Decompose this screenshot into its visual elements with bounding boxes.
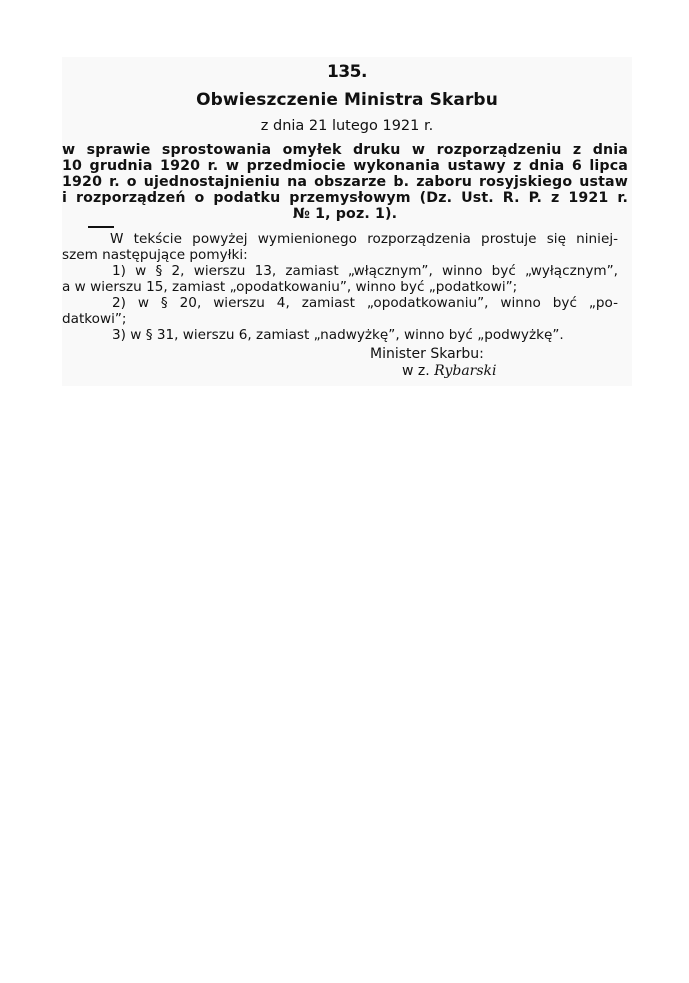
correction-item-3: 3) w § 31, wierszu 6, zamiast „nadwyżkę”, winno być „podwyżkę”.	[112, 327, 564, 343]
correction-item-2: 2) w § 20, wierszu 4, zamiast „opodatkowaniu”, winno być „po-	[112, 295, 618, 311]
document-subject	[62, 142, 628, 222]
subject-line: w sprawie sprostowania omyłek druku w rozporządzeniu z dnia	[62, 142, 628, 158]
document-date: z dnia 21 lutego 1921 r.	[260, 118, 434, 134]
subject-line: i rozporządzeń o podatku przemysłowym (Dz. Ust. R. P. z 1921 r.	[62, 190, 628, 206]
signature	[402, 363, 497, 379]
document-title: Obwieszczenie Ministra Skarbu	[196, 90, 498, 110]
signature-prefix: w z.	[402, 363, 430, 379]
separator-rule	[88, 226, 114, 228]
body-line: a w wierszu 15, zamiast „opodatkowaniu”, winno być „podatkowi”;	[62, 279, 518, 295]
body-line: szem następujące pomyłki:	[62, 247, 248, 263]
act-number: 135.	[327, 62, 367, 82]
body-line: W tekście powyżej wymienionego rozporządzenia prostuje się niniej-	[110, 231, 618, 247]
document-body	[62, 231, 618, 343]
subject-line: 10 grudnia 1920 r. w przedmiocie wykonania ustawy z dnia 6 lipca	[62, 158, 628, 174]
scanned-page	[62, 57, 632, 386]
correction-item-1: 1) w § 2, wierszu 13, zamiast „włącznym”, winno być „wyłącznym”,	[112, 263, 618, 279]
subject-line: № 1, poz. 1).	[292, 206, 398, 222]
signature-role: Minister Skarbu:	[370, 346, 484, 362]
subject-line: 1920 r. o ujednostajnieniu na obszarze b. zaboru rosyjskiego ustaw	[62, 174, 628, 190]
body-line: datkowi”;	[62, 311, 127, 327]
signature-name: Rybarski	[434, 363, 497, 379]
